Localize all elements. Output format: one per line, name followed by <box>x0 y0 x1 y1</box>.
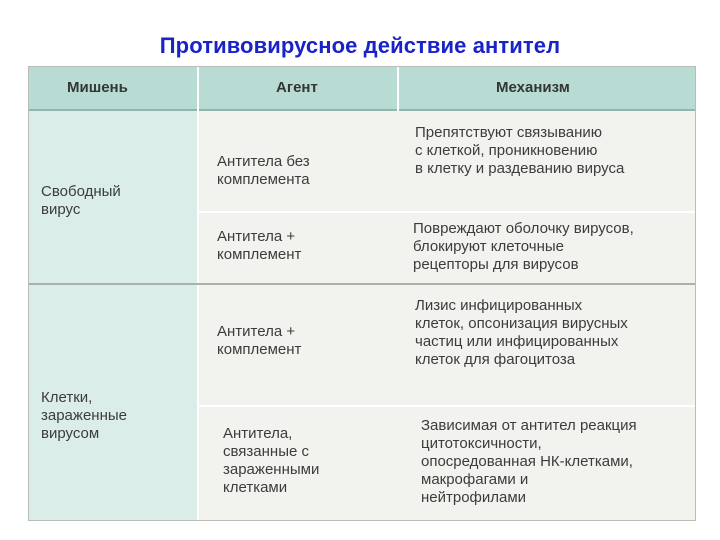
target-free-virus: Свободный вирус <box>41 183 121 218</box>
header-target: Мишень <box>67 79 128 96</box>
table-row-2-mechanism: Повреждают оболочку вирусов, блокируют клеточные рецепторы для вирусов <box>413 220 634 273</box>
table-row-3-mechanism: Лизис инфицированных клеток, опсонизация вирусных частиц или инфицированных клеток для фагоцитоза <box>415 297 628 368</box>
table-row-3-agent: Антитела + комплемент <box>217 323 302 358</box>
row-divider <box>197 211 695 213</box>
table-row-1-agent: Антитела без комплемента <box>217 153 310 188</box>
header-mechanism: Механизм <box>496 79 570 96</box>
table-row-2-agent: Антитела + комплемент <box>217 228 302 263</box>
group-divider <box>29 283 695 285</box>
target-infected-cells: Клетки, зараженные вирусом <box>41 389 127 442</box>
table-row-4-agent: Антитела, связанные с зараженными клетками <box>223 425 320 496</box>
table-header <box>29 67 695 111</box>
column-divider <box>397 67 399 111</box>
slide-title: Противовирусное действие антител <box>159 33 561 58</box>
row-divider <box>197 405 695 407</box>
antiviral-antibody-table <box>28 66 696 521</box>
header-agent: Агент <box>276 79 318 96</box>
column-divider <box>197 67 199 520</box>
table-row-4-mechanism: Зависимая от антител реакция цитотоксичности, опосредованная НК-клетками, макрофагами и нейтрофилами <box>421 417 637 506</box>
target-column-background <box>29 111 197 520</box>
table-row-1-mechanism: Препятствуют связыванию с клеткой, проникновению в клетку и раздеванию вируса <box>415 124 625 177</box>
